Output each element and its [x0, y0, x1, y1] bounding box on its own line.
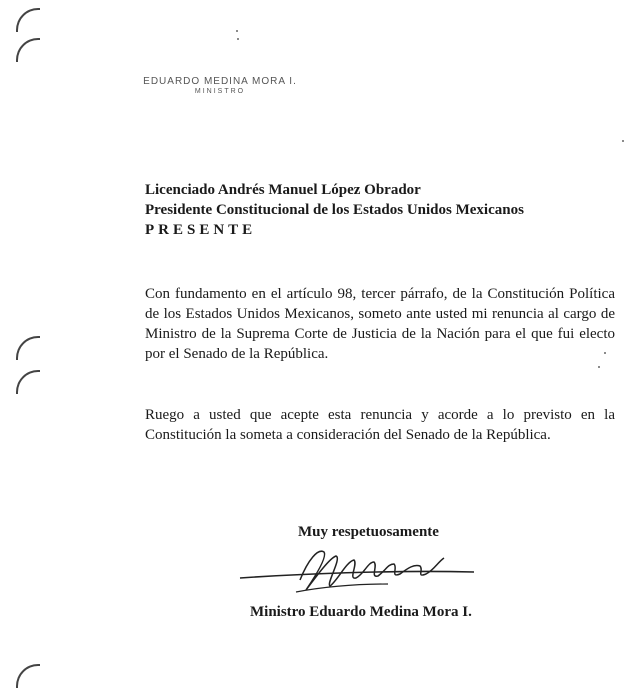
signer-name: Ministro Eduardo Medina Mora I. [250, 604, 472, 620]
letterhead [120, 76, 320, 95]
binder-hole-mark [16, 336, 40, 360]
letterhead-name: EDUARDO MEDINA MORA I. [143, 76, 297, 87]
addressee-position: Presidente Constitucional de los Estados Unidos Mexicanos [145, 202, 524, 218]
scan-speck [236, 30, 238, 32]
handwritten-signature [238, 540, 478, 600]
scan-speck [237, 38, 239, 40]
binder-hole-mark [16, 370, 40, 394]
closing-salutation: Muy respetuosamente [298, 524, 439, 540]
binder-hole-mark [16, 8, 40, 32]
addressee-block [145, 180, 605, 240]
letterhead-title: MINISTRO [194, 88, 246, 95]
addressee-name: Licenciado Andrés Manuel López Obrador [145, 182, 421, 198]
scan-speck [622, 140, 624, 142]
addressee-presente: PRESENTE [145, 222, 257, 238]
body-paragraph-2: Ruego a usted que acepte esta renuncia y acorde a lo previsto en la Constitución la someta a consideración del Senado de la República. [145, 407, 615, 443]
scan-speck [598, 366, 600, 368]
binder-hole-mark [16, 38, 40, 62]
binder-hole-mark [16, 664, 40, 688]
body-paragraph-1: Con fundamento en el artículo 98, tercer párrafo, de la Constitución Política de los Estados Unidos Mexicanos, someto ante usted mi renuncia al cargo de Ministro de la Suprema Corte de Justicia de la Nación para el que fui electo por el Senado de la República. [145, 286, 615, 362]
